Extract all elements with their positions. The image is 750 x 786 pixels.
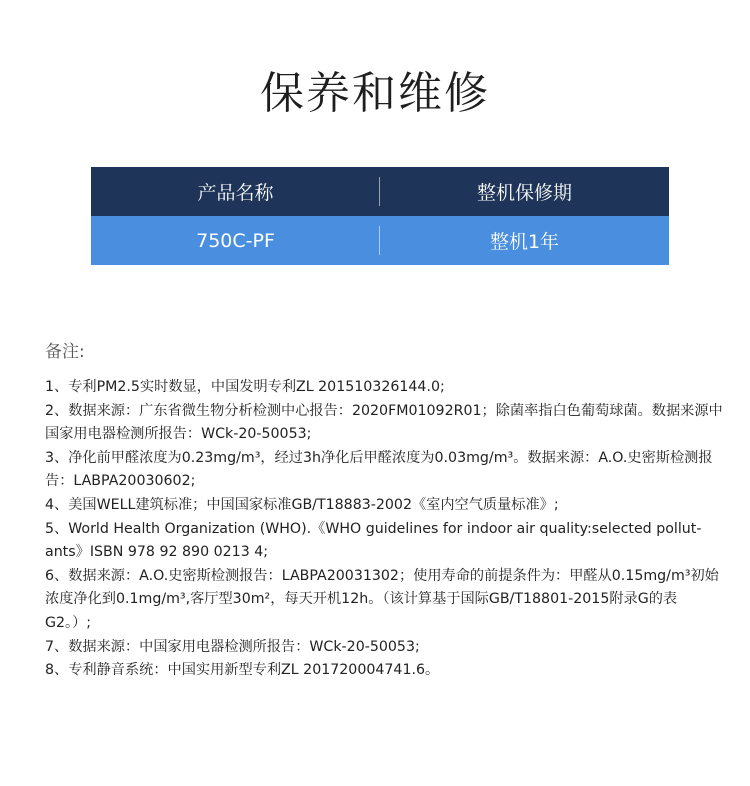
note-line: 8、专利静音系统：中国实用新型专利ZL 201720004741.6。	[45, 662, 440, 679]
note-line: 浓度净化到0.1mg/m³,客厅型30m²，每天开机12h。（该计算基于国际GB/T18801-2015附录G的表	[45, 591, 678, 608]
note-line: 6、数据来源：A.O.史密斯检测报告：LABPA20031302；使用寿命的前提条件为：甲醛从0.15mg/m³初始	[45, 567, 719, 584]
table-header-row	[91, 167, 669, 216]
cell-warranty-period: 整机1年	[489, 231, 560, 253]
notes-heading: 备注:	[45, 342, 85, 362]
page-title: 保养和维修	[260, 68, 490, 119]
cell-product-name: 750C-PF	[91, 216, 380, 265]
note-line: 告：LABPA20030602;	[45, 473, 196, 490]
warranty-table	[91, 167, 669, 265]
note-line: ants》ISBN 978 92 890 0213 4;	[45, 544, 269, 561]
note-line: G2。）;	[45, 614, 92, 631]
note-line: 2、数据来源：广东省微生物分析检测中心报告：2020FM01092R01；除菌率指白色葡萄球菌。数据来源中	[45, 402, 723, 419]
note-line: 1、专利PM2.5实时数显，中国发明专利ZL 201510326144.0;	[45, 379, 445, 395]
note-line: 国家用电器检测所报告：WCk-20-50053;	[45, 426, 312, 443]
note-line: 5、World Health Organization (WHO).《WHO guidelines for indoor air quality:selected pollut-	[45, 520, 702, 537]
note-line: 4、美国WELL建筑标准；中国国家标准GB/T18883-2002《室内空气质量标准》;	[45, 496, 559, 513]
table-row	[91, 216, 669, 265]
header-warranty-period: 整机保修期	[476, 182, 572, 204]
note-line: 7、数据来源：中国家用电器检测所报告：WCk-20-50053;	[45, 638, 420, 655]
notes-section	[45, 337, 723, 683]
note-line: 3、净化前甲醛浓度为0.23mg/m³，经过3h净化后甲醛浓度为0.03mg/m³。数据来源：A.O.史密斯检测报	[45, 449, 713, 466]
header-product-name: 产品名称	[91, 167, 380, 216]
